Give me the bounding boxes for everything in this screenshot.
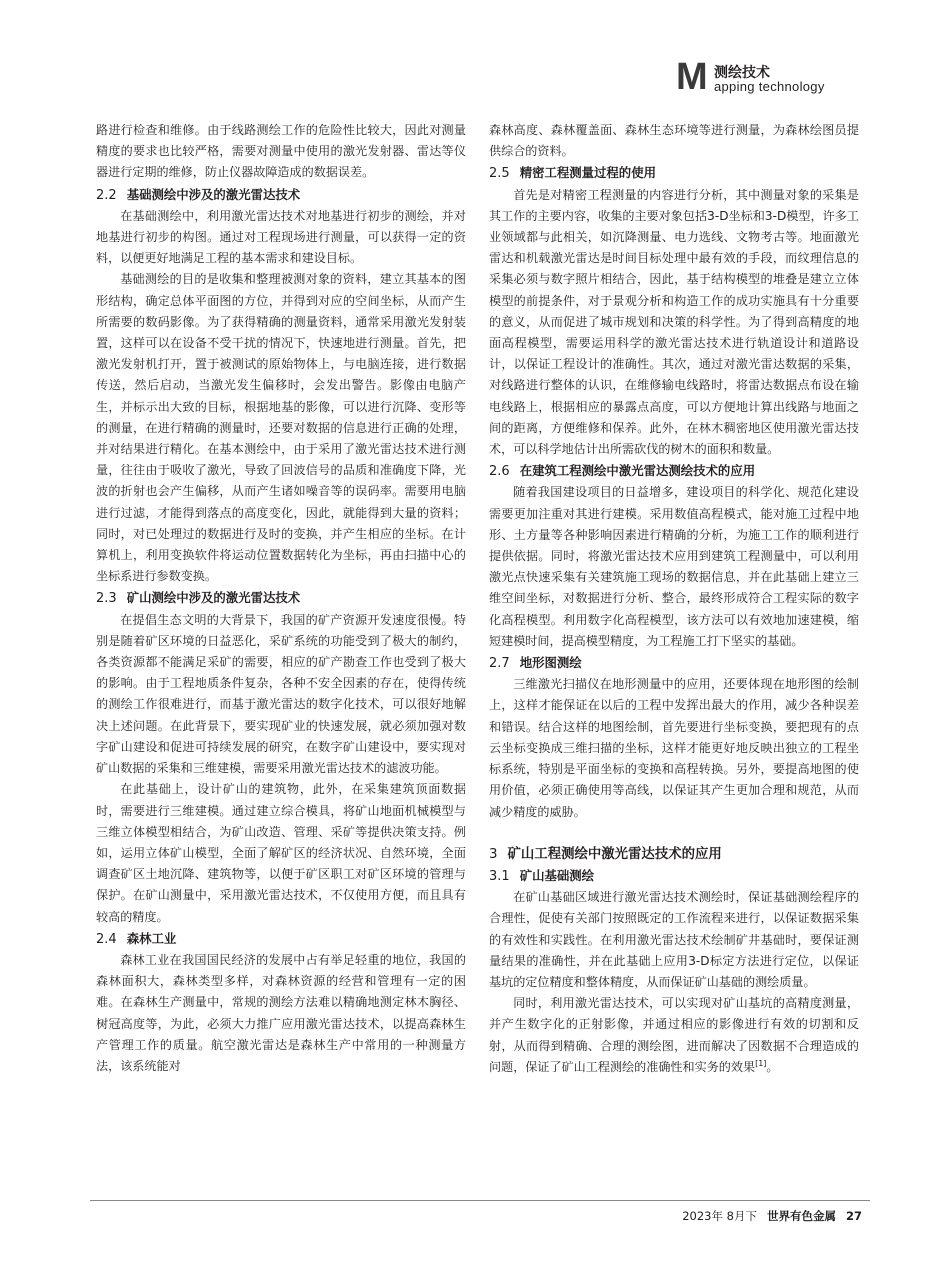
- paragraph: 在提倡生态文明的大背景下，我国的矿产资源开发速度很慢。特别是随着矿区环境的日益恶化，采矿系统的功能受到了极大的制约，各类资源都不能满足采矿的需要，相应的矿产勘查工作也受到了极大的影响。由于工程地质条件复杂，各种不安全因素的存在，使得传统的测绘工作很难进行，而基于激光雷达的数字化技术，可以很好地解决上述问题。在此背景下，要实现矿业的快速发展，就必须加强对数字矿山建设和促进可持续发展的研究，在数字矿山建设中，要实现对矿山数据的采集和三维建模，需要采用激光雷达技术的滤波功能。: [96, 612, 466, 776]
- section-number: 2.7: [489, 656, 510, 672]
- journal-logo-letter: M: [676, 56, 707, 98]
- section-number: 2.3: [96, 591, 117, 607]
- section-title: 地形图测绘: [519, 655, 582, 671]
- section-title: 矿山工程测绘中激光雷达技术的应用: [507, 846, 722, 862]
- intro-paragraph: 路进行检查和维修。由于线路测绘工作的危险性比较大，因此对测量精度的要求也比较严格，需要对测量中使用的激光发射器、雷达等仪器进行定期的维修，防止仪器故障造成的数据误差。: [96, 123, 466, 180]
- page-footer: [682, 1208, 862, 1224]
- paragraph: 在矿山基础区域进行激光雷达技术测绘时，保证基础测绘程序的合理性，促使有关部门按照既定的工作流程来进行，以保证数据采集的有效性和实践性。在利用激光雷达技术绘制矿井基础时，要保证测量结果的准确性，并在此基础上应用3-D标定方法进行定位，以保证基坑的定位精度和整体精度，从而保证矿山基础的测绘质量。: [489, 890, 859, 989]
- section-3-heading: [489, 844, 859, 865]
- section-2-6-heading: [489, 460, 859, 482]
- page-number: 27: [845, 1209, 862, 1223]
- section-title-cn: 测绘技术: [714, 65, 770, 81]
- section-title: 在建筑工程测绘中激光雷达测绘技术的应用: [519, 463, 756, 479]
- section-title: 森林工业: [126, 930, 177, 946]
- spacer: [489, 823, 859, 844]
- section-number: 2.5: [489, 166, 510, 182]
- paragraph: 森林工业在我国国民经济的发展中占有举足轻重的地位，我国的森林面积大，森林类型多样，对森林资源的经营和管理有一定的困难。在森林生产测量中，常规的测绘方法难以精确地测定林木胸径、树冠高度等，为此，必须大力推广应用激光雷达技术，以提高森林生产管理工作的质量。航空激光雷达是森林生产中常用的一种测量方法，该系统能对: [96, 952, 466, 1073]
- citation-ref: [1]: [755, 1058, 767, 1068]
- journal-name: 世界有色金属: [766, 1209, 836, 1223]
- footer-divider: [90, 1200, 870, 1201]
- section-number: 2.4: [96, 931, 117, 947]
- paragraph-end: 。: [766, 1059, 779, 1074]
- section-2-5-heading: [489, 162, 859, 184]
- section-title: 矿山测绘中涉及的激光雷达技术: [126, 590, 301, 606]
- paragraph: 基础测绘的目的是收集和整理被测对象的资料，建立其基本的图形结构，确定总体平面图的方位，并得到对应的空间坐标，从而产生所需要的数码影像。为了获得精确的测量资料，通常采用激光发射装置，这样可以在设备不受干扰的情况下，快速地进行测量。首先，把激光发射机打开，置于被测试的原始物体上，与电脑连接，进行数据传送，然后启动，当激光发生偏移时，会发出警告。影像由电脑产生，并标示出大致的目标，根据地基的影像，可以进行沉降、变形等的测量，在进行精确的测量时，还要对数据的信息进行正确的处理，并对结果进行精化。在基本测绘中，由于采用了激光雷达技术进行测量，往往由于吸收了激光，导致了回波信号的品质和准确度下降，光波的折射也会产生偏移，从而产生诸如噪音等的误码率。需要用电脑进行过滤，才能得到落点的高度变化，因此，就能得到大量的资料；同时，对已处理过的数据进行及时的变换，并产生相应的坐标。在计算机上，利用变换软件将运动位置数据转化为坐标，再由扫描中心的坐标系进行参数变换。: [96, 272, 466, 584]
- section-number: 2.6: [489, 464, 510, 480]
- section-title-en: apping technology: [714, 79, 825, 94]
- section-title: 基础测绘中涉及的激光雷达技术: [126, 186, 301, 202]
- paragraph: 在基础测绘中，利用激光雷达技术对地基进行初步的测绘，并对地基进行初步的构图。通过对工程现场进行测量，可以获得一定的资料，以便更好地满足工程的基本需求和建设目标。: [96, 208, 466, 266]
- section-2-4-heading: [96, 928, 466, 950]
- paragraph-with-citation: [489, 993, 859, 1078]
- section-2-2-heading: [96, 184, 466, 206]
- paragraph: 随着我国建设项目的日益增多，建设项目的科学化、规范化建设需要更加注重对其进行建模。采用数值高程模式，能对施工过程中地形、土方量等各种影响因素进行精确的分析，为施工工作的顺利进行提供依据。同时，将激光雷达技术应用到建筑工程测量中，可以利用激光点快速采集有关建筑施工现场的数据信息，并在此基础上建立三维空间坐标，对数据进行分析、整合，最终形成符合工程实际的数字化高程模型。利用数字化高程模型，该方法可以有效地加速建模，缩短建模时间，提高模型精度，为工程施工打下坚实的基础。: [489, 485, 859, 648]
- issue-date: 2023年 8月下: [682, 1209, 757, 1223]
- section-3-1-heading: [489, 865, 859, 887]
- right-column: [489, 120, 859, 1078]
- journal-header: [676, 56, 876, 98]
- section-number: 3.1: [489, 868, 510, 884]
- section-number: 3: [489, 846, 498, 862]
- paragraph: 三维激光扫描仪在地形测量中的应用，还要体现在地形图的绘制上，这样才能保证在以后的工程中发挥出最大的作用，减少各种误差和错误。结合这样的地图绘制，首先要进行坐标变换，要把现有的点云坐标变换成三维扫描的坐标，这样才能更好地反映出独立的工程坐标系统，特别是平面坐标的变换和高程转换。另外，要提高地图的使用价值，必须正确使用等高线，以保证其产生更加合理和规范，从而减少精度的威胁。: [489, 677, 859, 819]
- section-title: 矿山基础测绘: [519, 867, 595, 883]
- section-2-7-heading: [489, 652, 859, 674]
- paragraph: 首先是对精密工程测量的内容进行分析，其中测量对象的采集是其工作的主要内容，收集的主要对象包括3-D坐标和3-D模型，许多工业领域都与此相关，如沉降测量、电力选线、文物考古等。地面激光雷达和机载激光雷达是时间目标处理中最有效的手段，而纹理信息的采集必须与数字照片相结合，因此，基于结构模型的堆叠是建立立体模型的前提条件，对于景观分析和构造工作的成功实施具有十分重要的意义，从而促进了城市规划和决策的科学性。为了得到高精度的地面高程模型，需要运用科学的激光雷达技术进行轨道设计和道路设计，以保证工程设计的准确性。其次，通过对激光雷达数据的采集，对线路进行整体的认识，在维修输电线路时，将雷达数据点布设在输电线路上，根据相应的暴露点高度，可以方便地计算出线路与地面之间的距离，方便维修和保养。此外，在林木稠密地区使用激光雷达技术，可以科学地估计出所需砍伐的树木的面积和数量。: [489, 187, 859, 457]
- section-2-3-heading: [96, 587, 466, 609]
- paragraph-text: 同时，利用激光雷达技术，可以实现对矿山基坑的高精度测量，并产生数字化的正射影像，并通过相应的影像进行有效的切割和反射，从而得到精确、合理的测绘图，进而解决了因数据不合理造成的问题，保证了矿山工程测绘的准确性和实务的效果: [489, 996, 859, 1074]
- left-column: [96, 120, 466, 1077]
- continued-paragraph: 森林高度、森林覆盖面、森林生态环境等进行测量，为森林绘图员提供综合的资料。: [489, 123, 859, 159]
- paragraph: 在此基础上，设计矿山的建筑物，此外，在采集建筑顶面数据时，需要进行三维建模。通过建立综合模具，将矿山地面机械模型与三维立体模型相结合，为矿山改造、管理、采矿等提供决策支持。例如，运用立体矿山模型，全面了解矿区的经济状况、自然环境，全面调查矿区土地沉降、建筑物等，以便于矿区职工对矿区环境的管理与保护。在矿山测量中，采用激光雷达技术，不仅使用方便，而且具有较高的精度。: [96, 782, 466, 924]
- section-title: 精密工程测量过程的使用: [519, 165, 656, 181]
- section-number: 2.2: [96, 187, 117, 203]
